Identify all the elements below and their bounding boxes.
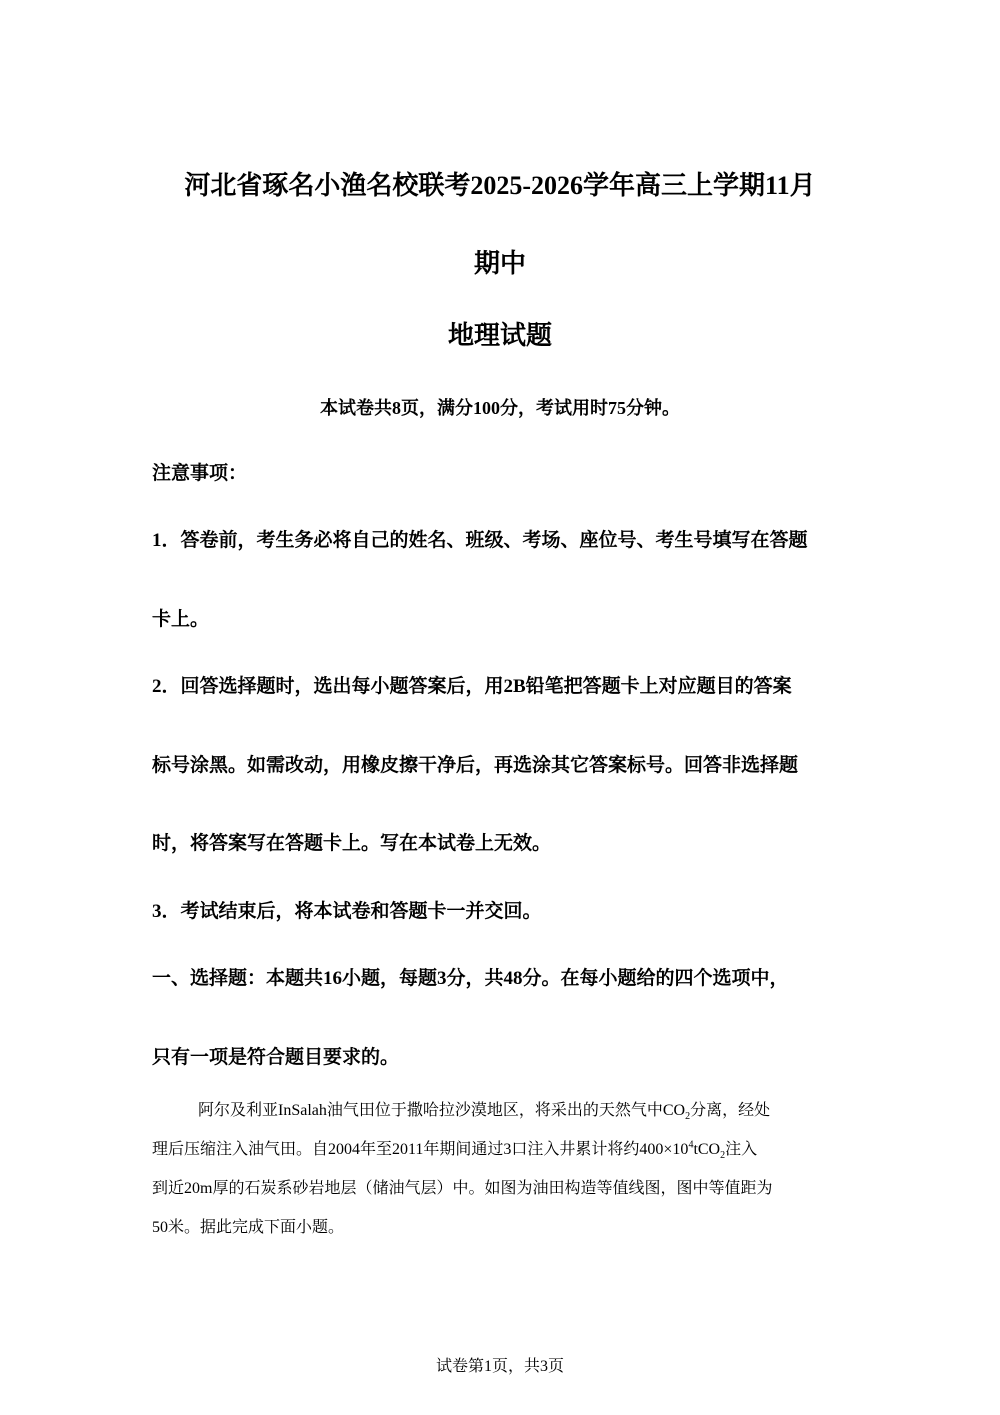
- page-footer: 试卷第1页，共3页: [435, 1358, 564, 1375]
- notice-item-2-line1: 2．回答选择题时，选出每小题答案后，用2B铅笔把答题卡上对应题目的答案: [152, 676, 792, 697]
- notice-item-1-line2: 卡上。: [152, 609, 210, 630]
- passage-line2: 理后压缩注入油气田。自2004年至2011年期间通过3口注入井累计将约$400\times 10^4tCO_2$注入: [152, 1139, 758, 1162]
- notice-item-1-line1: 1．答卷前，考生务必将自己的姓名、班级、考场、座位号、考生号填写在答题: [152, 530, 808, 551]
- passage-line3: 到近20m厚的石炭系砂岩地层（储油气层）中。如图为油田构造等值线图，图中等值距为: [152, 1180, 773, 1197]
- section1-heading-line1: 一、选择题：本题共16小题，每题3分，共48分。在每小题给的四个选项中，: [152, 968, 789, 989]
- notice-item-2-line2: 标号涂黑。如需改动，用橡皮擦干净后，再选涂其它答案标号。回答非选择题: [152, 755, 799, 776]
- passage-line1: 阿尔及利亚InSalah油气田位于撒哈拉沙漠地区，将采出的天然气中$CO_2$分离，经处: [198, 1102, 771, 1123]
- exam-title-line1: 河北省琢名小渔名校联考2025-2026学年高三上学期11月: [184, 171, 816, 200]
- notice-item-3: 3．考试结束后，将本试卷和答题卡一并交回。: [152, 901, 542, 922]
- notice-heading: 注意事项：: [152, 463, 248, 484]
- exam-info: 本试卷共8页，满分100分，考试用时75分钟。: [320, 398, 680, 418]
- passage-line4: 50米。据此完成下面小题。: [152, 1219, 345, 1236]
- subject-title: 地理试题: [447, 321, 552, 350]
- exam-title-line2: 期中: [473, 249, 526, 278]
- section1-heading-line2: 只有一项是符合题目要求的。: [152, 1047, 400, 1068]
- notice-item-2-line3: 时，将答案写在答题卡上。写在本试卷上无效。: [152, 833, 552, 854]
